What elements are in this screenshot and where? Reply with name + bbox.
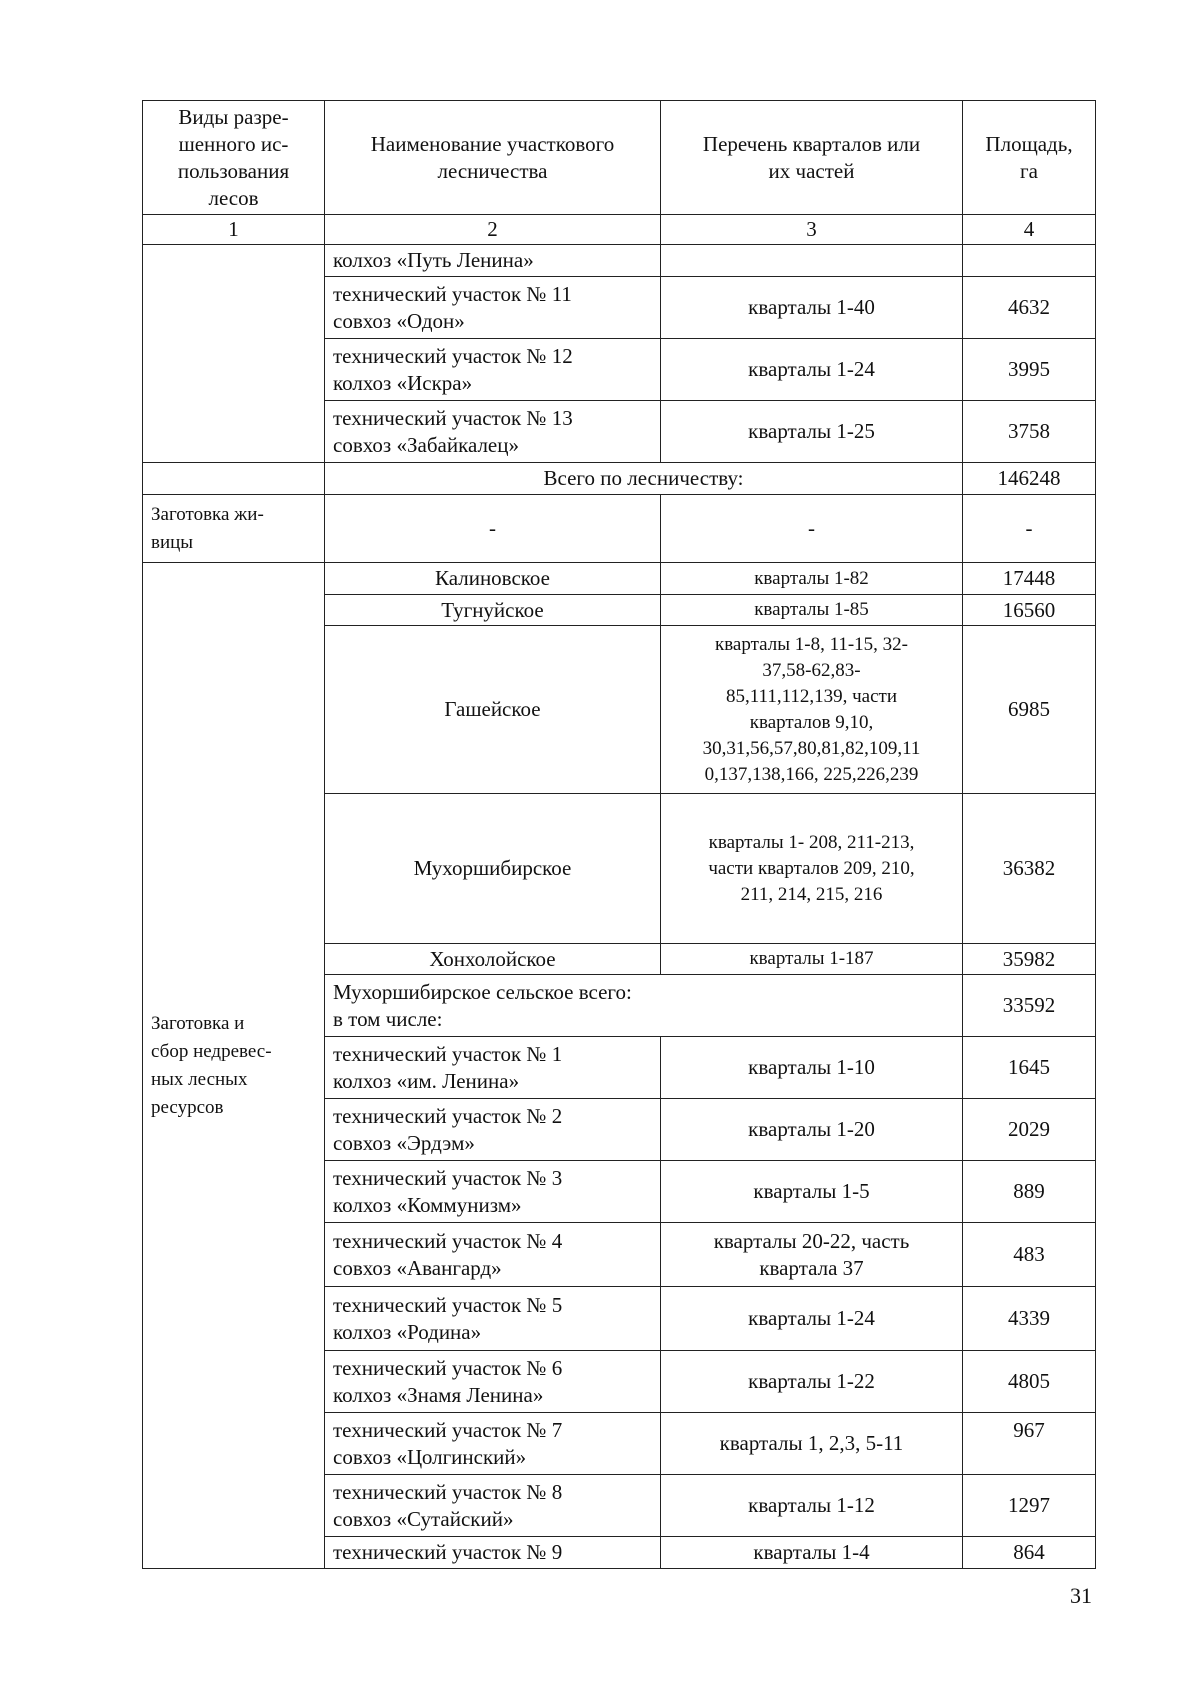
forestry-name-cell: технический участок № 1 колхоз «им. Ленина» bbox=[325, 1037, 661, 1099]
forestry-name-cell: - bbox=[325, 495, 661, 563]
forestry-name-cell: Тугнуйское bbox=[325, 595, 661, 626]
forestry-name-cell: технический участок № 9 bbox=[325, 1537, 661, 1569]
header-forestry-name: Наименование участкового лесничества bbox=[325, 101, 661, 215]
quarters-cell: - bbox=[661, 495, 963, 563]
quarters-cell: кварталы 1-187 bbox=[661, 944, 963, 975]
forestry-name-cell: Хонхолойское bbox=[325, 944, 661, 975]
area-cell: 483 bbox=[963, 1223, 1096, 1287]
page-number: 31 bbox=[1070, 1583, 1092, 1608]
table-row bbox=[143, 495, 1096, 563]
forestry-name-cell: Калиновское bbox=[325, 563, 661, 595]
forestry-name-cell: технический участок № 13 совхоз «Забайкалец» bbox=[325, 401, 661, 463]
quarters-cell: кварталы 1-20 bbox=[661, 1099, 963, 1161]
total-row bbox=[143, 463, 1096, 495]
column-number: 4 bbox=[963, 215, 1096, 245]
quarters-cell: кварталы 1, 2,3, 5-11 bbox=[661, 1413, 963, 1475]
area-cell: 967 bbox=[963, 1413, 1096, 1475]
total-label: Всего по лесничеству: bbox=[325, 463, 963, 495]
quarters-cell: кварталы 1-12 bbox=[661, 1475, 963, 1537]
forestry-name-cell: технический участок № 3 колхоз «Коммунизм» bbox=[325, 1161, 661, 1223]
header-area: Площадь, га bbox=[963, 101, 1096, 215]
forestry-name-cell: технический участок № 6 колхоз «Знамя Ленина» bbox=[325, 1351, 661, 1413]
area-cell: 2029 bbox=[963, 1099, 1096, 1161]
area-cell: 36382 bbox=[963, 794, 1096, 944]
area-cell: 3995 bbox=[963, 339, 1096, 401]
area-cell: 6985 bbox=[963, 626, 1096, 794]
table-row bbox=[143, 245, 1096, 277]
forest-use-table bbox=[142, 100, 1096, 1569]
quarters-cell: кварталы 1-85 bbox=[661, 595, 963, 626]
area-cell: 35982 bbox=[963, 944, 1096, 975]
use-type-cell: Заготовка и сбор недревес- ных лесных ресурсов bbox=[143, 563, 325, 1569]
forestry-name-cell: технический участок № 7 совхоз «Цолгинский» bbox=[325, 1413, 661, 1475]
quarters-cell: кварталы 1-4 bbox=[661, 1537, 963, 1569]
area-cell: 1297 bbox=[963, 1475, 1096, 1537]
area-cell bbox=[963, 245, 1096, 277]
header-quarters-list: Перечень кварталов или их частей bbox=[661, 101, 963, 215]
area-cell: 4339 bbox=[963, 1287, 1096, 1351]
quarters-cell: кварталы 1-24 bbox=[661, 339, 963, 401]
forestry-name-cell: колхоз «Путь Ленина» bbox=[325, 245, 661, 277]
area-cell: - bbox=[963, 495, 1096, 563]
area-cell: 4805 bbox=[963, 1351, 1096, 1413]
use-cell-empty bbox=[143, 463, 325, 495]
total-area: 146248 bbox=[963, 463, 1096, 495]
area-cell: 16560 bbox=[963, 595, 1096, 626]
quarters-cell: кварталы 20-22, часть квартала 37 bbox=[661, 1223, 963, 1287]
column-number: 2 bbox=[325, 215, 661, 245]
forestry-name-cell: Гашейское bbox=[325, 626, 661, 794]
forestry-name-cell: технический участок № 11 совхоз «Одон» bbox=[325, 277, 661, 339]
column-number: 3 bbox=[661, 215, 963, 245]
area-cell: 4632 bbox=[963, 277, 1096, 339]
use-cell-empty bbox=[143, 245, 325, 463]
area-cell: 3758 bbox=[963, 401, 1096, 463]
header-row bbox=[143, 101, 1096, 215]
rural-total-area: 33592 bbox=[963, 975, 1096, 1037]
forestry-name-cell: технический участок № 8 совхоз «Сутайский» bbox=[325, 1475, 661, 1537]
area-cell: 864 bbox=[963, 1537, 1096, 1569]
quarters-cell: кварталы 1-25 bbox=[661, 401, 963, 463]
forestry-name-cell: технический участок № 12 колхоз «Искра» bbox=[325, 339, 661, 401]
area-cell: 17448 bbox=[963, 563, 1096, 595]
quarters-cell: кварталы 1-8, 11-15, 32- 37,58-62,83- 85,111,112,139, части кварталов 9,10, 30,31,56,57,80,81,82,109,11 0,137,138,166, 225,226,239 bbox=[661, 626, 963, 794]
header-permitted-use: Виды разре- шенного ис- пользования лесов bbox=[143, 101, 325, 215]
forestry-name-cell: технический участок № 2 совхоз «Эрдэм» bbox=[325, 1099, 661, 1161]
quarters-cell bbox=[661, 245, 963, 277]
quarters-cell: кварталы 1-82 bbox=[661, 563, 963, 595]
quarters-cell: кварталы 1-5 bbox=[661, 1161, 963, 1223]
forestry-name-cell: технический участок № 5 колхоз «Родина» bbox=[325, 1287, 661, 1351]
table-row bbox=[143, 563, 1096, 595]
rural-total-label: Мухоршибирское сельское всего: в том числе: bbox=[325, 975, 963, 1037]
forestry-name-cell: Мухоршибирское bbox=[325, 794, 661, 944]
area-cell: 889 bbox=[963, 1161, 1096, 1223]
column-number-row bbox=[143, 215, 1096, 245]
column-number: 1 bbox=[143, 215, 325, 245]
area-cell: 1645 bbox=[963, 1037, 1096, 1099]
quarters-cell: кварталы 1-10 bbox=[661, 1037, 963, 1099]
quarters-cell: кварталы 1-40 bbox=[661, 277, 963, 339]
use-type-cell: Заготовка жи- вицы bbox=[143, 495, 325, 563]
quarters-cell: кварталы 1- 208, 211-213, части кварталов 209, 210, 211, 214, 215, 216 bbox=[661, 794, 963, 944]
quarters-cell: кварталы 1-24 bbox=[661, 1287, 963, 1351]
quarters-cell: кварталы 1-22 bbox=[661, 1351, 963, 1413]
forestry-name-cell: технический участок № 4 совхоз «Авангард» bbox=[325, 1223, 661, 1287]
